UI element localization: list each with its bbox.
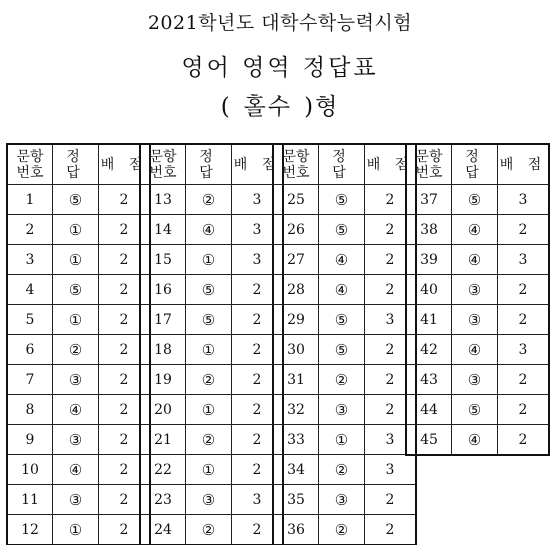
points-value: 3	[498, 185, 549, 215]
answer-value: ②	[186, 425, 232, 455]
table-row	[274, 335, 416, 365]
table-row	[274, 245, 416, 275]
question-number: 24	[141, 515, 186, 545]
answer-value: ①	[319, 425, 365, 455]
points-value: 2	[232, 305, 283, 335]
question-number: 37	[407, 185, 452, 215]
answer-value: ②	[53, 335, 99, 365]
question-number: 38	[407, 215, 452, 245]
answer-column-4	[406, 144, 549, 455]
points-value: 2	[232, 395, 283, 425]
exam-title: 2021학년도 대학수학능력시험	[147, 12, 413, 34]
question-number: 42	[407, 335, 452, 365]
points-value: 3	[232, 485, 283, 515]
question-number: 26	[274, 215, 319, 245]
answer-value: ⑤	[319, 305, 365, 335]
question-number: 15	[141, 245, 186, 275]
points-value: 2	[99, 275, 150, 305]
question-number: 25	[274, 185, 319, 215]
header-answer: 정 답	[319, 145, 365, 185]
table-row	[274, 515, 416, 545]
table-row	[8, 245, 150, 275]
points-value: 2	[99, 485, 150, 515]
question-number: 45	[407, 425, 452, 455]
question-number: 9	[8, 425, 53, 455]
question-number: 11	[8, 485, 53, 515]
points-value: 2	[232, 515, 283, 545]
points-value: 3	[232, 215, 283, 245]
points-value: 2	[365, 485, 416, 515]
answer-value: ③	[319, 485, 365, 515]
points-value: 2	[498, 365, 549, 395]
points-value: 2	[99, 305, 150, 335]
answer-value: ⑤	[53, 275, 99, 305]
answer-value: ③	[53, 485, 99, 515]
points-value: 2	[498, 305, 549, 335]
table-row	[141, 335, 283, 365]
points-value: 3	[232, 185, 283, 215]
answer-value: ⑤	[186, 305, 232, 335]
table-row	[8, 215, 150, 245]
table-row	[141, 215, 283, 245]
answer-value: ②	[186, 185, 232, 215]
table-row	[407, 275, 549, 305]
points-value: 3	[498, 245, 549, 275]
answer-value: ①	[53, 515, 99, 545]
table-row	[274, 395, 416, 425]
exam-type-close: )형	[304, 94, 340, 120]
exam-type	[0, 88, 560, 121]
answer-value: ①	[53, 305, 99, 335]
points-value: 2	[99, 515, 150, 545]
table-row	[8, 185, 150, 215]
header-answer: 정 답	[186, 145, 232, 185]
answer-value: ④	[319, 275, 365, 305]
answer-value: ③	[53, 365, 99, 395]
points-value: 2	[232, 275, 283, 305]
table-row	[8, 425, 150, 455]
answer-value: ③	[452, 305, 498, 335]
question-number: 39	[407, 245, 452, 275]
table-row	[141, 425, 283, 455]
table-row	[274, 365, 416, 395]
answer-value: ①	[53, 245, 99, 275]
points-value: 2	[99, 245, 150, 275]
answer-value: ④	[452, 245, 498, 275]
header-row	[274, 145, 416, 185]
answer-value: ③	[53, 425, 99, 455]
table-row	[407, 365, 549, 395]
points-value: 3	[232, 245, 283, 275]
question-number: 1	[8, 185, 53, 215]
question-number: 2	[8, 215, 53, 245]
table-row	[141, 455, 283, 485]
question-number: 13	[141, 185, 186, 215]
answer-value: ①	[186, 335, 232, 365]
header-points: 배 점	[365, 145, 416, 185]
answer-value: ④	[452, 215, 498, 245]
points-value: 3	[365, 425, 416, 455]
answer-value: ②	[319, 365, 365, 395]
answer-value: ①	[53, 215, 99, 245]
answer-value: ④	[186, 215, 232, 245]
table-row	[407, 335, 549, 365]
table-row	[8, 395, 150, 425]
points-value: 2	[99, 425, 150, 455]
points-value: 2	[365, 185, 416, 215]
table-row	[141, 245, 283, 275]
points-value: 2	[99, 395, 150, 425]
answer-value: ⑤	[53, 185, 99, 215]
table-row	[141, 515, 283, 545]
header-answer: 정 답	[452, 145, 498, 185]
answer-value: ②	[186, 365, 232, 395]
question-number: 40	[407, 275, 452, 305]
points-value: 2	[232, 335, 283, 365]
question-number: 18	[141, 335, 186, 365]
points-value: 2	[365, 215, 416, 245]
answer-value: ⑤	[452, 395, 498, 425]
question-number: 16	[141, 275, 186, 305]
header-question-number: 문항 번호	[8, 145, 53, 185]
points-value: 2	[99, 215, 150, 245]
question-number: 33	[274, 425, 319, 455]
table-row	[141, 485, 283, 515]
answer-value: ④	[452, 335, 498, 365]
answer-value: ③	[452, 275, 498, 305]
table-row	[407, 425, 549, 455]
table-row	[274, 275, 416, 305]
question-number: 14	[141, 215, 186, 245]
table-row	[8, 365, 150, 395]
table-row	[407, 245, 549, 275]
answer-value: ①	[186, 455, 232, 485]
header-question-number: 문항 번호	[274, 145, 319, 185]
answer-value: ②	[319, 455, 365, 485]
question-number: 17	[141, 305, 186, 335]
answer-value: ①	[186, 245, 232, 275]
header-answer: 정 답	[53, 145, 99, 185]
answer-value: ④	[319, 245, 365, 275]
answer-value: ⑤	[186, 275, 232, 305]
table-row	[8, 305, 150, 335]
header-row	[407, 145, 549, 185]
header-question-number: 문항 번호	[407, 145, 452, 185]
header-points: 배 점	[99, 145, 150, 185]
question-number: 3	[8, 245, 53, 275]
points-value: 2	[365, 335, 416, 365]
points-value: 3	[365, 305, 416, 335]
points-value: 2	[99, 455, 150, 485]
table-row	[8, 335, 150, 365]
answer-value: ⑤	[452, 185, 498, 215]
question-number: 43	[407, 365, 452, 395]
table-row	[274, 185, 416, 215]
answer-value: ③	[452, 365, 498, 395]
points-value: 2	[498, 425, 549, 455]
question-number: 36	[274, 515, 319, 545]
answer-value: ⑤	[319, 215, 365, 245]
table-row	[141, 275, 283, 305]
answer-value: ①	[186, 395, 232, 425]
question-number: 23	[141, 485, 186, 515]
points-value: 2	[365, 245, 416, 275]
table-row	[141, 185, 283, 215]
table-row	[141, 395, 283, 425]
answer-value: ⑤	[319, 185, 365, 215]
table-row	[274, 485, 416, 515]
question-number: 35	[274, 485, 319, 515]
table-row	[8, 275, 150, 305]
question-number: 19	[141, 365, 186, 395]
exam-type-open: (	[220, 94, 232, 120]
question-number: 12	[8, 515, 53, 545]
table-row	[8, 455, 150, 485]
table-row	[141, 305, 283, 335]
table-row	[274, 215, 416, 245]
document-title: 영어 영역 정답표	[181, 55, 379, 81]
question-number: 31	[274, 365, 319, 395]
table-row	[8, 515, 150, 545]
points-value: 2	[365, 365, 416, 395]
table-row	[274, 455, 416, 485]
question-number: 27	[274, 245, 319, 275]
question-number: 22	[141, 455, 186, 485]
question-number: 21	[141, 425, 186, 455]
question-number: 28	[274, 275, 319, 305]
points-value: 2	[232, 425, 283, 455]
answer-value: ③	[319, 395, 365, 425]
table-row	[407, 305, 549, 335]
question-number: 7	[8, 365, 53, 395]
answer-value: ④	[53, 395, 99, 425]
points-value: 2	[232, 365, 283, 395]
question-number: 34	[274, 455, 319, 485]
points-value: 2	[498, 275, 549, 305]
answer-column-2	[140, 144, 283, 545]
points-value: 2	[365, 515, 416, 545]
header-row	[141, 145, 283, 185]
table-row	[407, 395, 549, 425]
answer-value: ②	[319, 515, 365, 545]
points-value: 3	[365, 455, 416, 485]
points-value: 3	[498, 335, 549, 365]
answer-value: ②	[186, 515, 232, 545]
answer-value: ⑤	[319, 335, 365, 365]
question-number: 32	[274, 395, 319, 425]
header-question-number: 문항 번호	[141, 145, 186, 185]
table-row	[274, 305, 416, 335]
question-number: 41	[407, 305, 452, 335]
points-value: 2	[99, 185, 150, 215]
points-value: 2	[365, 395, 416, 425]
points-value: 2	[498, 215, 549, 245]
question-number: 6	[8, 335, 53, 365]
header-points: 배 점	[232, 145, 283, 185]
question-number: 30	[274, 335, 319, 365]
question-number: 44	[407, 395, 452, 425]
question-number: 4	[8, 275, 53, 305]
points-value: 2	[99, 335, 150, 365]
answer-value: ④	[452, 425, 498, 455]
table-row	[407, 185, 549, 215]
header-points: 배 점	[498, 145, 549, 185]
points-value: 2	[232, 455, 283, 485]
question-number: 20	[141, 395, 186, 425]
answer-value: ④	[53, 455, 99, 485]
exam-type-name: 홀수	[243, 94, 293, 120]
question-number: 8	[8, 395, 53, 425]
header-row	[8, 145, 150, 185]
table-row	[407, 215, 549, 245]
question-number: 5	[8, 305, 53, 335]
question-number: 10	[8, 455, 53, 485]
answer-value: ③	[186, 485, 232, 515]
answer-column-3	[273, 144, 416, 545]
table-row	[274, 425, 416, 455]
points-value: 2	[498, 395, 549, 425]
points-value: 2	[365, 275, 416, 305]
question-number: 29	[274, 305, 319, 335]
table-row	[8, 485, 150, 515]
points-value: 2	[99, 365, 150, 395]
answer-column-1	[7, 144, 150, 545]
table-row	[141, 365, 283, 395]
